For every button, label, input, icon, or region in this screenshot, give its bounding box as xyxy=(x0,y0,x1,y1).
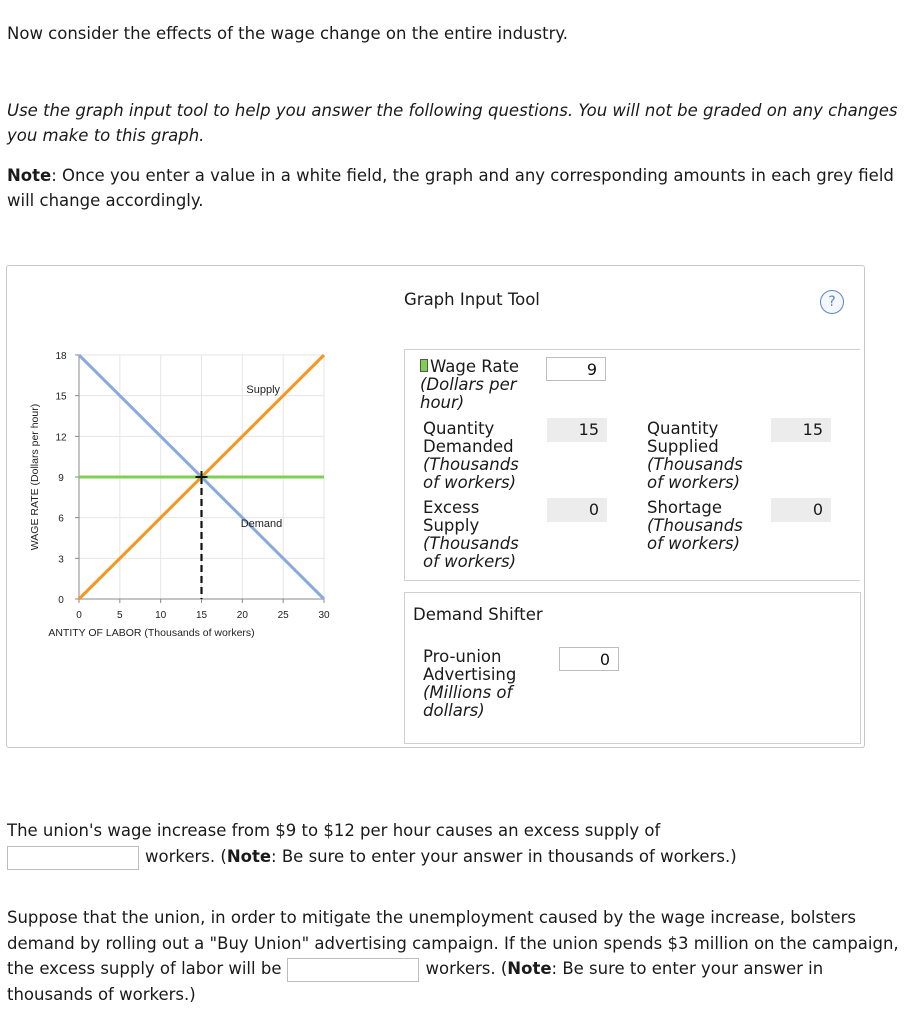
demand-label: Demand xyxy=(240,518,283,531)
y-tick-label: 0 xyxy=(58,595,64,606)
quantity-supplied-value: 15 xyxy=(771,418,831,442)
note-label: Note xyxy=(7,166,52,185)
note-body: : Once you enter a value in a white field, the graph and any corresponding amounts in each grey field will change accordingly. xyxy=(7,166,894,210)
advertising-label: Pro-union Advertising (Millions of dollars) xyxy=(423,647,517,720)
quantity-demanded-value: 15 xyxy=(547,418,607,442)
excess-supply-answer-input[interactable] xyxy=(7,846,139,870)
demand-shifter-title: Demand Shifter xyxy=(413,605,543,624)
y-axis-title: WAGE RATE (Dollars per hour) xyxy=(29,403,41,551)
advertising-input[interactable] xyxy=(559,647,619,671)
x-tick-label: 20 xyxy=(236,610,248,621)
excess-supply-label: Excess Supply (Thousands of workers) xyxy=(423,498,519,571)
wage-rate-label: Wage Rate (Dollars per hour) xyxy=(420,357,520,412)
x-tick-label: 30 xyxy=(318,610,330,621)
intro-text: Now consider the effects of the wage change on the entire industry. xyxy=(7,24,569,43)
help-icon[interactable]: ? xyxy=(820,290,844,314)
x-tick-label: 5 xyxy=(117,610,123,621)
wage-rate-swatch-icon xyxy=(420,359,428,372)
instructions-text: Use the graph input tool to help you answer the following questions. You will not be graded on any changes you make to this graph. xyxy=(7,101,898,145)
supply-label: Supply xyxy=(246,383,281,396)
labor-market-chart[interactable] xyxy=(20,340,340,650)
y-tick-label: 9 xyxy=(58,473,64,484)
y-tick-label: 15 xyxy=(55,391,67,403)
shortage-label: Shortage (Thousands of workers) xyxy=(647,498,743,553)
x-tick-label: 10 xyxy=(155,610,167,621)
wage-rate-input[interactable] xyxy=(546,357,606,381)
y-tick-label: 12 xyxy=(55,432,67,444)
graph-input-tool-title: Graph Input Tool xyxy=(404,290,540,309)
x-tick-label: 25 xyxy=(277,610,289,621)
quantity-supplied-label: Quantity Supplied (Thousands of workers) xyxy=(647,419,743,492)
question-2: Suppose that the union, in order to mitigate the unemployment caused by the wage increase, bolsters demand by rolling out a "Buy Union" advertising campaign. If the union spends $3 million on the campaign, the excess supply of labor will be workers. (Note: Be sure to enter your answer in thousands of workers.) xyxy=(7,908,899,1004)
y-tick-label: 18 xyxy=(55,351,67,362)
advertising-excess-supply-answer-input[interactable] xyxy=(287,958,419,982)
quantity-demanded-label: Quantity Demanded (Thousands of workers) xyxy=(423,419,519,492)
y-tick-label: 3 xyxy=(58,554,64,566)
x-tick-label: 15 xyxy=(195,610,208,621)
x-axis-title: ANTITY OF LABOR (Thousands of workers) xyxy=(48,627,255,639)
x-tick-label: 0 xyxy=(76,610,82,621)
excess-supply-value: 0 xyxy=(547,498,607,522)
y-tick-label: 6 xyxy=(58,513,64,525)
shortage-value: 0 xyxy=(771,498,831,522)
note-text xyxy=(7,163,899,213)
question-1: The union's wage increase from $9 to $12 per hour causes an excess supply of workers. (Note: Be sure to enter your answer in thousands of workers.) xyxy=(7,818,887,870)
